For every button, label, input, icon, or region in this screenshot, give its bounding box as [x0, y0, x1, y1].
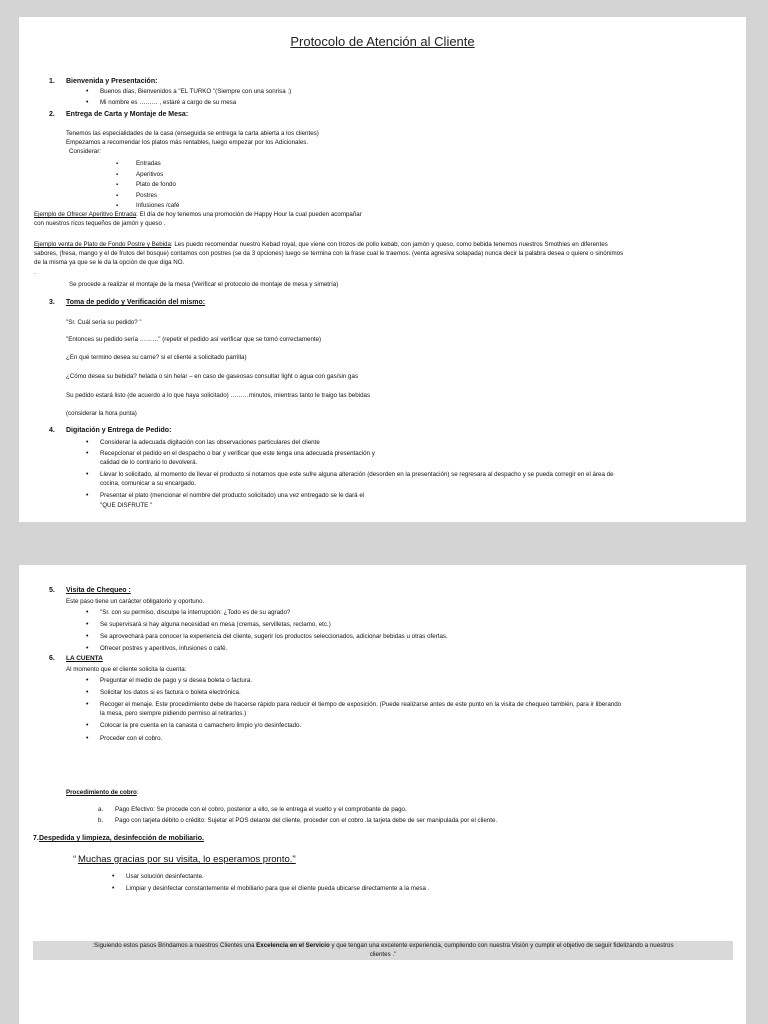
paragraph: Este paso tiene un carácter obligatorio y oportuno.: [66, 598, 205, 605]
document-page-2: [19, 565, 746, 1024]
list-item: • Presentar el plato (mencionar el nombre del producto solicitado) una vez entregado se le dará el: [100, 492, 364, 500]
example-plato-fondo: Ejemplo venta de Plato de Fondo Postre y Bebida: Les puedo recomendar nuestro Kebad royal, que viene con trozos de pollo kebab, con jamón y queso, como bebida tenemos nuestros Smothies en diferentes: [34, 241, 608, 248]
section-3-number: 3.: [49, 299, 55, 306]
closing-statement: :Siguiendo estos pasos Brindamos a nuestros Clientes una Excelencia en el Servicio y que tengan una excelente experiencia, cumpliendo con nuestra Visión y cumplir el objetivo de seguir fidelizando a nuestros clientes .": [33, 941, 733, 960]
cobro-heading: Procedimiento de cobro: [66, 789, 137, 796]
paragraph: sabores, (fresa, mango y el de frutos del bosque) contamos con postres (se da 3 opciones) luego se termina con la frase cual le traemos. (venta agresiva solapada) nunca decir la palabra desea o quiere o sinónimos: [34, 250, 624, 257]
section-3-heading: Toma de pedido y Verificación del mismo:: [66, 299, 206, 306]
section-7-heading: Despedida y limpieza, desinfección de mobiliario.: [39, 835, 204, 842]
quote-mark: “: [73, 854, 77, 865]
list-item: • Recepcionar el pedido en el despacho o bar y verificar que este tenga una adecuada presentación y: [100, 450, 375, 458]
list-marker: a.: [98, 806, 104, 813]
stray-dot: .: [34, 269, 36, 276]
list-item: • Colocar la pre cuenta en la canasta o camachero limpio y/o desinfectado.: [100, 722, 301, 730]
list-item: • Buenos días, Bienvenidos a "EL TURKO "(Siempre con una sonrisa :): [100, 88, 291, 96]
example-label: Ejemplo venta de Plato de Fondo Postre y Bebida: [34, 241, 171, 248]
list-item-continuation: "QUE DISFRUTE ": [100, 502, 153, 509]
list-item: Pago Efectivo: Se procede con el cobro, posterior a ello, se le entrega el vuelto y el comprobante de pago.: [115, 806, 407, 813]
section-1-number: 1.: [49, 78, 55, 85]
paragraph: de la misma ya que se le da la opción de que diga NO.: [34, 259, 185, 266]
list-item: • Preguntar el medio de pago y si desea boleta o factura.: [100, 677, 252, 685]
section-7-number: 7.: [33, 835, 39, 842]
paragraph: Empezamos a recomendar los platos más rentables, luego empezar por los Adicionales.: [66, 139, 309, 146]
list-item: • Considerar la adecuada digitación con las observaciones particulares del cliente: [100, 439, 320, 447]
paragraph: ¿En qué termino desea su carne? si el cliente a solicitado parrilla): [66, 354, 247, 361]
section-6-number: 6.: [49, 655, 55, 662]
paragraph: ¿Cómo desea su bebida? helada o sin helar – en caso de gaseosas consultar light o agua con gas/sin gas: [66, 373, 359, 380]
paragraph: (considerar la hora punta): [66, 410, 137, 417]
paragraph: Tenemos las especialidades de la casa (enseguida se entrega la carta abierta a los clientes): [66, 130, 319, 137]
list-item: • Recoger el menaje. Este procedimiento debe de hacerse rápido para reducir el tiempo de exposición. (Puede realizarse antes de este punto en la visita de chequeo también, para ir liberando: [100, 701, 621, 709]
list-item: ▪ Aperitivos: [136, 171, 163, 179]
page-title: Protocolo de Atención al Cliente: [290, 34, 475, 49]
list-item-continuation: la mesa, pero siempre pidiendo permiso al retirarlos.): [100, 710, 247, 717]
section-5-number: 5.: [49, 587, 55, 594]
example-aperitivo: Ejemplo de Ofrecer Aperitivo Entrada: El día de hoy tenemos una promoción de Happy Hour la cual pueden acompañar: [34, 211, 362, 218]
list-item: • Ofrecer postres y aperitivos, infusiones o café.: [100, 645, 227, 653]
farewell-quote: Muchas gracias por su visita, lo esperamos pronto.": [78, 854, 296, 865]
section-2-heading: Entrega de Carta y Montaje de Mesa:: [66, 111, 189, 118]
list-item: • Usar solución desinfectante.: [126, 873, 204, 881]
section-4-heading: Digitación y Entrega de Pedido:: [66, 427, 172, 434]
section-1-heading: Bienvenida y Presentación:: [66, 78, 158, 85]
paragraph: Se procede a realizar el montaje de la mesa (Verificar el protocolo de montaje de mesa y simetría): [69, 281, 339, 288]
example-label: Ejemplo de Ofrecer Aperitivo Entrada: [34, 211, 137, 218]
section-6-heading: LA CUENTA: [66, 655, 103, 662]
list-item: ▪ Entradas: [136, 160, 161, 168]
paragraph: Su pedido estará listo (de acuerdo a lo que haya solicitado) ………minutos, mientras tanto le traigo las bebidas: [66, 392, 371, 399]
section-5-heading: Visita de Chequeo :: [66, 587, 131, 594]
closing-emphasis: Excelencia en el Servicio: [256, 942, 330, 949]
list-item: • "Sr. con su permiso, disculpe la interrupción: ¿Todo es de su agrado?: [100, 609, 290, 617]
document-page-1: [19, 17, 746, 522]
list-item: • Solicitar los datos si es factura o boleta electrónica.: [100, 689, 241, 697]
considerar-label: Considerar:: [69, 148, 101, 155]
list-item-continuation: calidad de lo contrario lo devolverá.: [100, 459, 198, 466]
list-marker: b.: [98, 817, 104, 824]
section-4-number: 4.: [49, 427, 55, 434]
list-item: ▪ Infusiones /café: [136, 202, 179, 210]
list-item-continuation: cocina, comunicar a su encargado.: [100, 480, 196, 487]
list-item: • Se supervisará si hay alguna necesidad en mesa (cremas, servilletas, reclamo, etc.): [100, 621, 331, 629]
paragraph: Al momento que el cliente solicita la cuenta:: [66, 666, 187, 673]
list-item: • Se aprovechará para conocer la experiencia del cliente, sugerir los productos seleccionados, adicionar bebidas u otras ofertas.: [100, 633, 448, 641]
list-item: Pago con tarjeta débito o crédito: Sujetar el POS delante del cliente, proceder con el cobro .la tarjeta debe de ser manipulada por el cliente.: [115, 817, 498, 824]
list-item: • Proceder con el cobro.: [100, 735, 162, 743]
procedimiento-cobro: Procedimiento de cobro:: [66, 789, 139, 796]
list-item: • Mi nombre es ……… , estaré a cargo de su mesa: [100, 99, 236, 107]
list-item: • Llevar lo solicitado, al momento de llevar el producto si notamos que este sufre alguna alteración (desorden en la presentación) se regresara al despacho y se pueda corregir en el área de: [100, 471, 614, 479]
list-item: ▪ Plato de fondo: [136, 181, 176, 189]
paragraph: con nuestros ricos tequeños de jamón y queso .: [34, 220, 166, 227]
list-item: • Limpiar y desinfectar constantemente el mobiliario para que el cliente pueda ubicarse directamente a la mesa .: [126, 885, 429, 893]
paragraph: "Sr. Cuál sería su pedido? ": [66, 319, 142, 326]
paragraph: "Entonces su pedido sería ………" (repetir el pedido así verificar que se tomó correctamente): [66, 336, 322, 343]
section-2-number: 2.: [49, 111, 55, 118]
list-item: ▪ Postres: [136, 192, 157, 200]
